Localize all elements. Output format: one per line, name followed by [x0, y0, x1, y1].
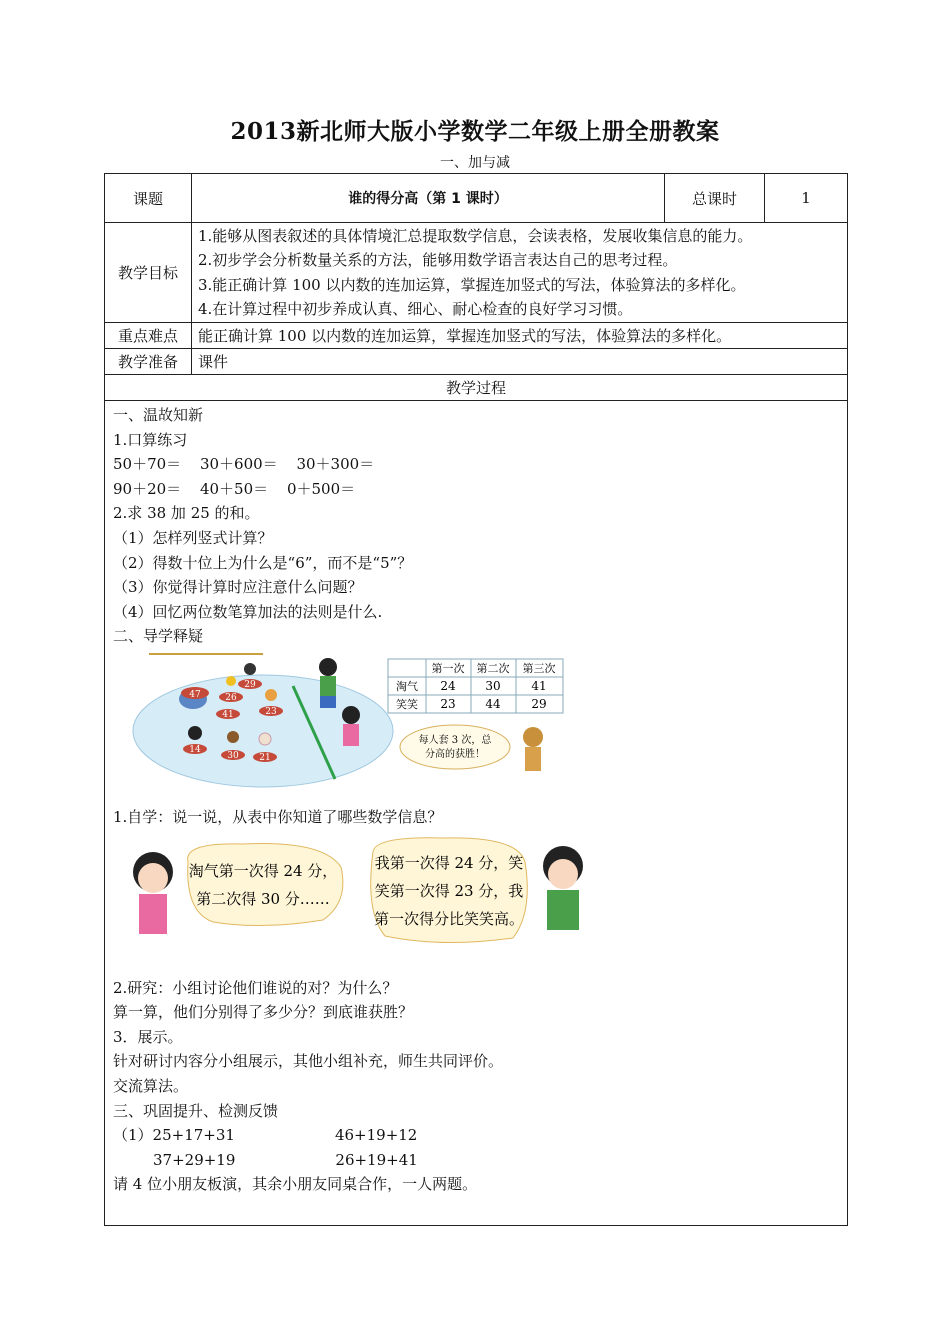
oral-item: 40＋50＝: [199, 479, 269, 498]
exercise-item: 26+19+41: [335, 1150, 418, 1169]
oral-item: 30＋300＝: [296, 455, 375, 474]
prep-label: 教学准备: [105, 349, 192, 375]
hours-label: 总课时: [665, 174, 765, 223]
exchange-text: 交流算法。: [113, 1076, 189, 1095]
goal-item: 3.能正确计算 100 以内数的连加运算，掌握连加竖式的写法，体验算法的多样化。: [198, 275, 746, 294]
bubble-line: 我第一次得 24 分，笑: [374, 853, 524, 872]
exercise-row-2: [113, 1148, 839, 1173]
table-cell: 30: [485, 678, 501, 693]
right-speech-bubble: [371, 837, 528, 942]
bubble-line: 笑第一次得 23 分，我: [374, 881, 524, 900]
process-header-row: [105, 375, 848, 401]
section-2-title: 二、导学释疑: [113, 627, 204, 646]
exercise-item: 25+17+31: [152, 1126, 235, 1145]
section-3-title: 三、巩固提升、检测反馈: [113, 1101, 279, 1120]
target-number: 23: [265, 706, 277, 717]
sum-question: 2.求 38 加 25 的和。: [113, 504, 260, 523]
table-header: 第一次: [431, 661, 465, 675]
left-speech-bubble: [188, 843, 343, 925]
table-cell: 29: [531, 696, 547, 711]
dog-speech-bubble: [400, 725, 543, 771]
oral-row-1: [113, 452, 839, 477]
oral-practice-title: 1.口算练习: [113, 430, 188, 449]
target-number: 30: [227, 750, 239, 761]
show-title: 3．展示。: [113, 1027, 183, 1046]
target-number: 26: [225, 692, 237, 703]
oral-item: 90＋20＝: [113, 479, 182, 498]
research-question-2: 算一算，他们分别得了多少分？到底谁获胜？: [113, 1003, 414, 1022]
bubble-line: 每人套 3 次，总: [418, 734, 492, 746]
table-cell: 41: [531, 678, 547, 693]
unit-title: 一、加与减: [440, 155, 510, 171]
document-title: 2013新北师大版小学数学二年级上册全册教案: [230, 118, 720, 145]
process-label: 教学过程: [105, 375, 848, 401]
lesson-topic: 谁的得分高（第 1 课时）: [192, 174, 665, 223]
target-number: 29: [244, 679, 256, 690]
target-number: 14: [189, 744, 201, 755]
prep-text: 课件: [192, 349, 848, 375]
exercise-prefix: （1）: [113, 1126, 153, 1145]
board-note: 请 4 位小朋友板演，其余小朋友同桌合作，一人两题。: [113, 1175, 478, 1194]
show-text: 针对研讨内容分小组展示，其他小组补充，师生共同评价。: [113, 1052, 504, 1071]
self-study-question: 1.自学：说一说，从表中你知道了哪些数学信息？: [113, 807, 443, 826]
section-1-title: 一、温故知新: [113, 406, 204, 424]
prep-row: [105, 349, 848, 375]
lesson-plan-table: [104, 173, 848, 1226]
topic-label: 课题: [105, 174, 192, 223]
oral-item: 30＋600＝: [199, 455, 278, 474]
bubble-line: 淘气第一次得 24 分，: [188, 861, 338, 880]
table-cell: 44: [485, 696, 501, 711]
bubble-line: 第二次得 30 分……: [196, 889, 330, 908]
girl-figure: [133, 852, 173, 934]
bubble-line: 第一次得分比笑笑高。: [373, 909, 525, 928]
hours-value: 1: [765, 174, 848, 223]
goal-item: 4.在计算过程中初步养成认真、细心、耐心检查的良好学习习惯。: [198, 300, 633, 318]
goal-item: 1.能够从图表叙述的具体情境汇总提取数学信息，会读表格，发展收集信息的能力。: [198, 226, 753, 245]
target-number: 21: [259, 752, 271, 763]
key-points-label: 重点难点: [105, 323, 192, 349]
target-number: 41: [222, 709, 234, 720]
question-item: （1）怎样列竖式计算？: [113, 528, 273, 547]
exercise-item: 46+19+12: [334, 1126, 418, 1145]
exercise-row-1: [113, 1123, 839, 1148]
question-item: （2）得数十位上为什么是“6”，而不是“5”？: [113, 553, 413, 572]
process-body-row: [105, 401, 848, 1226]
oral-row-2: [113, 477, 839, 502]
kids-dialogue-illustration: [113, 832, 593, 972]
process-body: [105, 401, 848, 1226]
research-question: 2.研究：小组讨论他们谁说的对？为什么？: [113, 978, 398, 997]
exercise-item: 37+29+19: [153, 1150, 236, 1169]
question-item: （3）你觉得计算时应注意什么问题？: [113, 578, 363, 597]
header-row: [105, 174, 848, 223]
goals-content: [192, 223, 848, 323]
goals-row: [105, 223, 848, 323]
score-table: [388, 659, 563, 713]
goals-label: 教学目标: [105, 223, 192, 323]
ring-toss-illustration: [113, 651, 583, 801]
table-cell: 23: [440, 696, 456, 711]
key-points-row: [105, 323, 848, 349]
target-number: 47: [189, 689, 201, 700]
oral-item: 0＋500＝: [286, 479, 356, 498]
table-cell: 24: [440, 678, 456, 693]
table-cell: 淘气: [396, 679, 418, 693]
bubble-line: 分高的获胜！: [425, 748, 485, 760]
question-item: （4）回忆两位数笔算加法的法则是什么.: [113, 602, 383, 621]
boy-figure: [543, 846, 583, 930]
key-points-text: 能正确计算 100 以内数的连加运算，掌握连加竖式的写法，体验算法的多样化。: [192, 323, 848, 349]
table-header: 第二次: [476, 661, 510, 675]
oral-item: 50＋70＝: [113, 455, 182, 474]
goal-item: 2.初步学会分析数量关系的方法，能够用数学语言表达自己的思考过程。: [198, 251, 678, 269]
table-cell: 笑笑: [396, 697, 418, 711]
table-header: 第三次: [522, 661, 556, 675]
